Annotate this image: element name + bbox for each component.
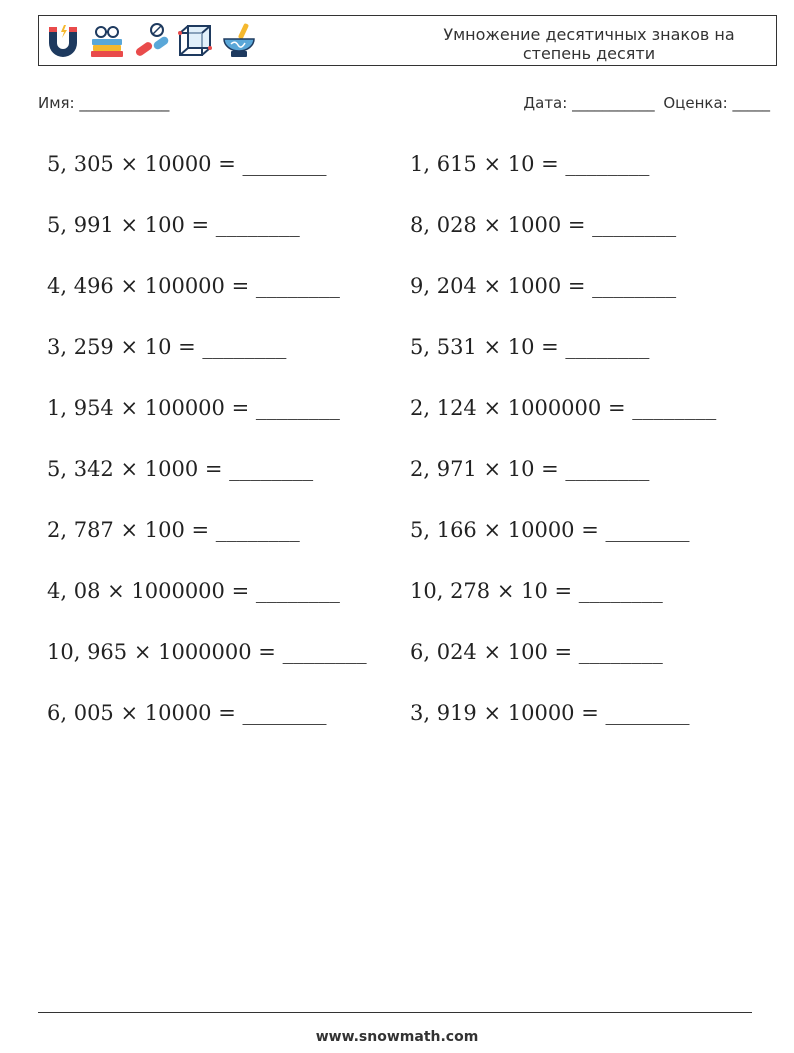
problem-right-2: 8, 028 × 1000 = ________ — [410, 213, 677, 237]
name-field[interactable]: Имя: ____________ — [38, 94, 170, 112]
problem-right-10: 3, 919 × 10000 = ________ — [410, 701, 690, 725]
header-icons — [43, 20, 259, 62]
worksheet-title — [419, 25, 759, 63]
pills-icon — [131, 21, 171, 61]
problem-right-1: 1, 615 × 10 = ________ — [410, 152, 650, 176]
grade-field[interactable]: Оценка: _____ — [663, 94, 770, 112]
problem-right-3: 9, 204 × 1000 = ________ — [410, 274, 677, 298]
date-grade-fields — [519, 94, 770, 112]
magnet-icon — [43, 21, 83, 61]
problem-right-9: 6, 024 × 100 = ________ — [410, 640, 663, 664]
mortar-pestle-icon — [219, 21, 259, 61]
problem-left-10: 6, 005 × 10000 = ________ — [47, 701, 327, 725]
problem-right-8: 10, 278 × 10 = ________ — [410, 579, 663, 603]
problem-right-6: 2, 971 × 10 = ________ — [410, 457, 650, 481]
problem-right-7: 5, 166 × 10000 = ________ — [410, 518, 690, 542]
date-field[interactable]: Дата: ___________ — [523, 94, 655, 112]
title-line-1: Умножение десятичных знаков на — [443, 25, 735, 44]
problem-left-4: 3, 259 × 10 = ________ — [47, 335, 287, 359]
title-line-2: степень десяти — [522, 44, 656, 63]
problem-right-4: 5, 531 × 10 = ________ — [410, 335, 650, 359]
footer-divider — [38, 1012, 752, 1013]
problem-left-2: 5, 991 × 100 = ________ — [47, 213, 300, 237]
problem-left-6: 5, 342 × 1000 = ________ — [47, 457, 314, 481]
problem-left-3: 4, 496 × 100000 = ________ — [47, 274, 340, 298]
books-glasses-icon — [87, 21, 127, 61]
problem-left-8: 4, 08 × 1000000 = ________ — [47, 579, 340, 603]
cube-icon — [175, 21, 215, 61]
problem-right-5: 2, 124 × 1000000 = ________ — [410, 396, 717, 420]
problem-left-7: 2, 787 × 100 = ________ — [47, 518, 300, 542]
problem-left-1: 5, 305 × 10000 = ________ — [47, 152, 327, 176]
problem-left-5: 1, 954 × 100000 = ________ — [47, 396, 340, 420]
footer-url[interactable]: www.snowmath.com — [315, 1029, 479, 1045]
worksheet-header — [38, 15, 777, 66]
problem-left-9: 10, 965 × 1000000 = ________ — [47, 640, 367, 664]
